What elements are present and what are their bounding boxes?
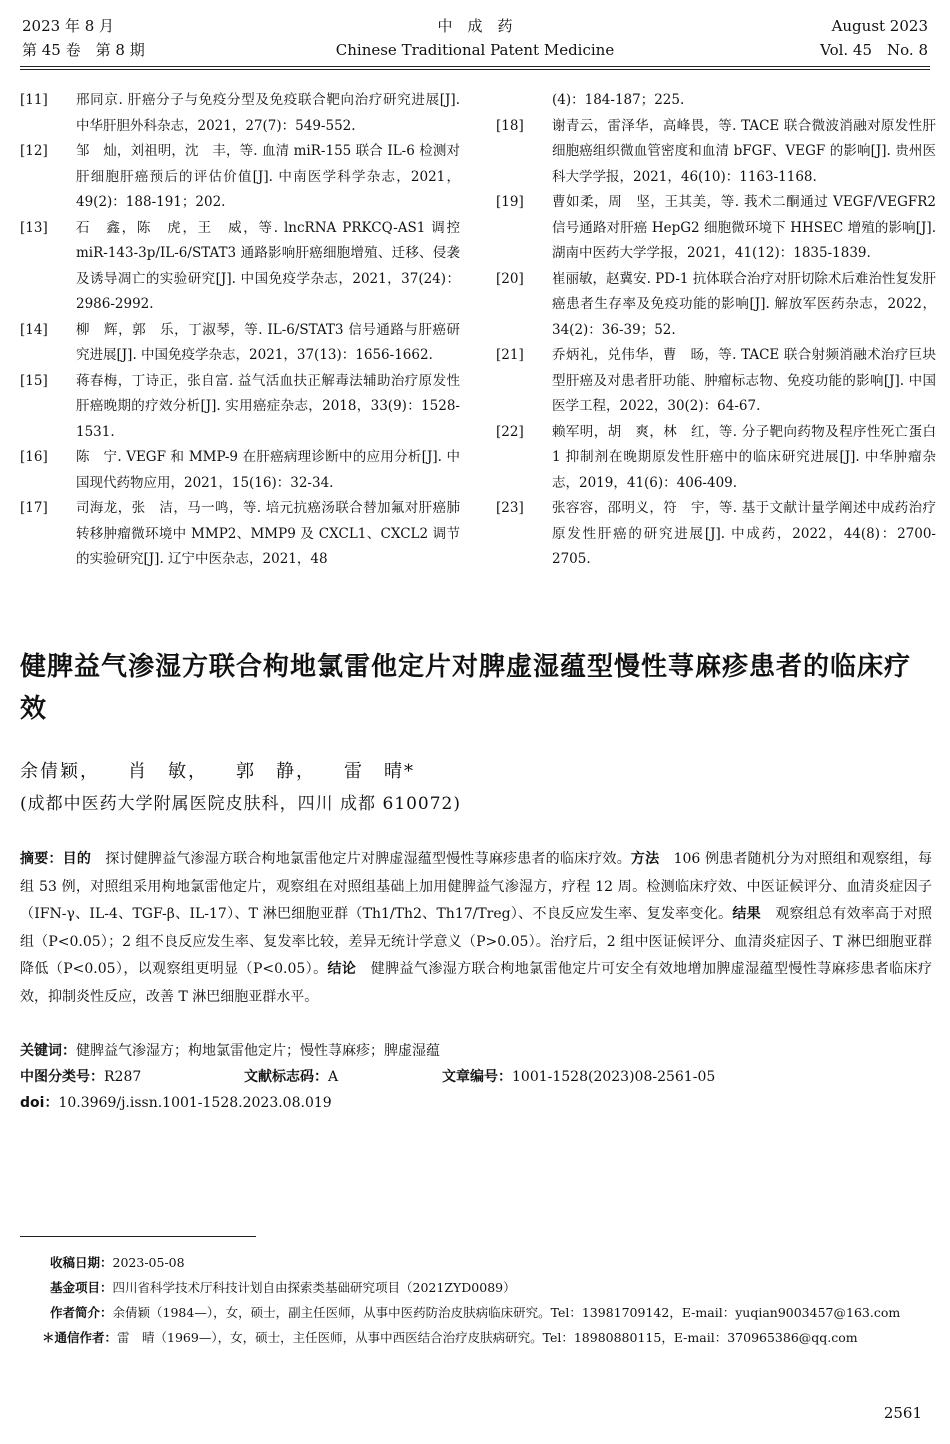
reference-item: [15] 蒋春梅，丁诗正，张自富. 益气活血扶正解毒法辅助治疗原发性肝癌晚期的疗效分析[J]. 实用癌症杂志，2018，33(9)：1528-1531. [20,372,460,440]
author-name: 雷 晴* [344,761,415,782]
journal-name-cn: 中 成 药 [437,17,513,35]
reference-item: [17] 司海龙，张 洁，马一鸣，等. 培元抗癌汤联合替加氟对肝癌肺转移肿瘤微环境中 MMP2、MMP9 及 CXCL1、CXCL2 调节的实验研究[J]. 辽宁中医杂志，2021，48 [20,500,460,567]
reference-item: [20] 崔丽敏，赵冀安. PD-1 抗体联合治疗对肝切除术后难治性复发肝癌患者生存率及免疫功能的影响[J]. 解放军医药杂志，2022，34(2)：36-39；52. [496,270,936,338]
classification-number: 中图分类号：R287 [20,1069,142,1085]
reference-continuation: (4)：184-187；225. [552,92,685,108]
keywords-text: 健脾益气渗湿方；枸地氯雷他定片；慢性荨麻疹；脾虚湿蕴 [76,1043,440,1059]
references-left-column [20,88,460,573]
header-volume-cn: 第 45 卷 第 8 期 [22,41,145,59]
reference-item: [14] 柳 辉，郭 乐，丁淑琴，等. IL-6/STAT3 信号通路与肝癌研究进展[J]. 中国免疫学杂志，2021，37(13)：1656-1662. [20,321,460,363]
header-center [0,14,950,62]
footnotes [42,1250,935,1350]
methods-text: 106 例患者随机分为对照组和观察组，每组 53 例，对照组采用枸地氯雷他定片，观察组在对照组基础上加用健脾益气渗湿方，疗程 12 周。检测临床疗效、中医证候评分、血清炎症因子（IFN-γ、IL-4、TGF-β、IL-17）、T 淋巴细胞亚群（Th1/Th2、Th17/Treg）、不良反应发生率、复发率变化。 [20,851,933,922]
doi-value: 10.3969/j.issn.1001-1528.2023.08.019 [58,1095,332,1111]
footnote-author-bio: 作者简介： 余倩颖（1984—），女，硕士，副主任医师，从事中医药防治皮肤病临床研究。Tel：13981709142，E-mail：yuqian9003457@163.com [50,1305,901,1320]
header-divider [20,66,930,67]
author-list [20,758,443,786]
keywords-label: 关键词： [20,1043,76,1059]
reference-item: [18] 谢青云，雷泽华，高峰畏，等. TACE 联合微波消融对原发性肝细胞癌组织微血管密度和血清 bFGF、VEGF 的影响[J]. 贵州医科大学学报，2021，46(10)：1163-1168. [496,117,936,185]
header-date-en: August 2023 [831,17,928,35]
keywords [20,1038,440,1064]
reference-item: [19] 曹如柔，周 坚，王其美，等. 莪术二酮通过 VEGF/VEGFR2 信号通路对肝癌 HepG2 细胞微环境下 HHSEC 增殖的影响[J]. 湖南中医药大学学报，2021，41(12)：1835-1839. [496,194,936,261]
reference-item: [22] 赖军明，胡 爽，林 红，等. 分子靶向药物及程序性死亡蛋白 1 抑制剂在晚期原发性肝癌中的临床研究进展[J]. 中华肿瘤杂志，2019，41(6)：406-409. [496,423,936,491]
abstract [20,846,932,1011]
author-name: 郭 静， [236,761,316,782]
methods-label: 方法 [630,851,660,867]
header-date-cn: 2023 年 8 月 [22,17,115,35]
journal-name-en: Chinese Traditional Patent Medicine [335,41,615,59]
footnote-received: 收稿日期： 2023-05-08 [50,1255,185,1270]
reference-item: [16] 陈 宁. VEGF 和 MMP-9 在肝癌病理诊断中的应用分析[J]. 中国现代药物应用，2021，15(16)：32-34. [20,449,460,491]
results-label: 结果 [732,906,761,922]
conclusion-text: 健脾益气渗湿方联合枸地氯雷他定片可安全有效地增加脾虚湿蕴型慢性荨麻疹患者临床疗效，抑制炎性反应，改善 T 淋巴细胞亚群水平。 [20,961,933,1005]
article-title: 健脾益气渗湿方联合枸地氯雷他定片对脾虚湿蕴型慢性荨麻疹患者的临床疗效 [20,652,912,724]
reference-item: [11] 邢同京. 肝癌分子与免疫分型及免疫联合靶向治疗研究进展[J]. 中华肝胆外科杂志，2021，27(7)：549-552. [20,92,460,134]
abstract-label: 摘要： [20,851,63,867]
article-number: 文章编号：1001-1528(2023)08-2561-05 [442,1069,716,1085]
header-right [820,14,928,62]
footnote-funding: 基金项目： 四川省科学技术厅科技计划自由探索类基础研究项目（2021ZYD0089） [50,1280,516,1295]
page-number: 2561 [883,1404,922,1422]
objective-label: 目的 [62,851,92,867]
results-text: 观察组总有效率高于对照组（P<0.05）；2 组不良反应发生率、复发率比较，差异无统计学意义（P>0.05）。治疗后，2 组中医证候评分、血清炎症因子、T 淋巴细胞亚群降低（P<0.05），以观察组更明显（P<0.05）。 [20,906,933,977]
reference-item: [23] 张容容，邵明义，符 宇，等. 基于文献计量学阐述中成药治疗原发性肝癌的研究进展[J]. 中成药，2022，44(8)：2700-2705. [496,500,936,567]
reference-item: [13] 石 鑫，陈 虎，王 威，等. lncRNA PRKCQ-AS1 调控 miR-143-3p/IL-6/STAT3 通路影响肝癌细胞增殖、迁移、侵袭及诱导凋亡的实验研究[J]. 中国免疫学杂志，2021，37(24)：2986-2992. [20,219,460,312]
doi [20,1090,332,1116]
author-name: 肖 敏， [128,761,208,782]
author-name: 余倩颖， [20,761,100,782]
conclusion-label: 结论 [327,961,357,977]
header-volume-en: Vol. 45 No. 8 [820,41,928,59]
reference-item: [12] 邹 灿，刘祖明，沈 丰，等. 血清 miR-155 联合 IL-6 检测对肝细胞肝癌预后的评估价值[J]. 中南医学科学杂志，2021，49(2)：188-191；202. [20,143,460,210]
reference-item: [21] 乔炳礼，兑伟华，曹 旸，等. TACE 联合射频消融术治疗巨块型肝癌及对患者肝功能、肿瘤标志物、免疫功能的影响[J]. 中国医学工程，2022，30(2)：64-67. [496,347,936,414]
references-right-column [496,88,936,573]
objective-text: 探讨健脾益气渗湿方联合枸地氯雷他定片对脾虚湿蕴型慢性荨麻疹患者的临床疗效。 [105,851,631,867]
footnote-corresponding-author: ＊通信作者： 雷 晴（1969—），女，硕士，主任医师，从事中西医结合治疗皮肤病研究。Tel：18980880115，E-mail：370965386@qq.com [42,1330,858,1345]
doi-label: doi： [20,1095,59,1111]
document-code: 文献标志码：A [244,1069,339,1085]
author-affiliation: (成都中医药大学附属医院皮肤科，四川 成都 610072) [20,794,461,814]
footnote-divider [20,1236,256,1237]
header-divider-thin [20,69,930,70]
